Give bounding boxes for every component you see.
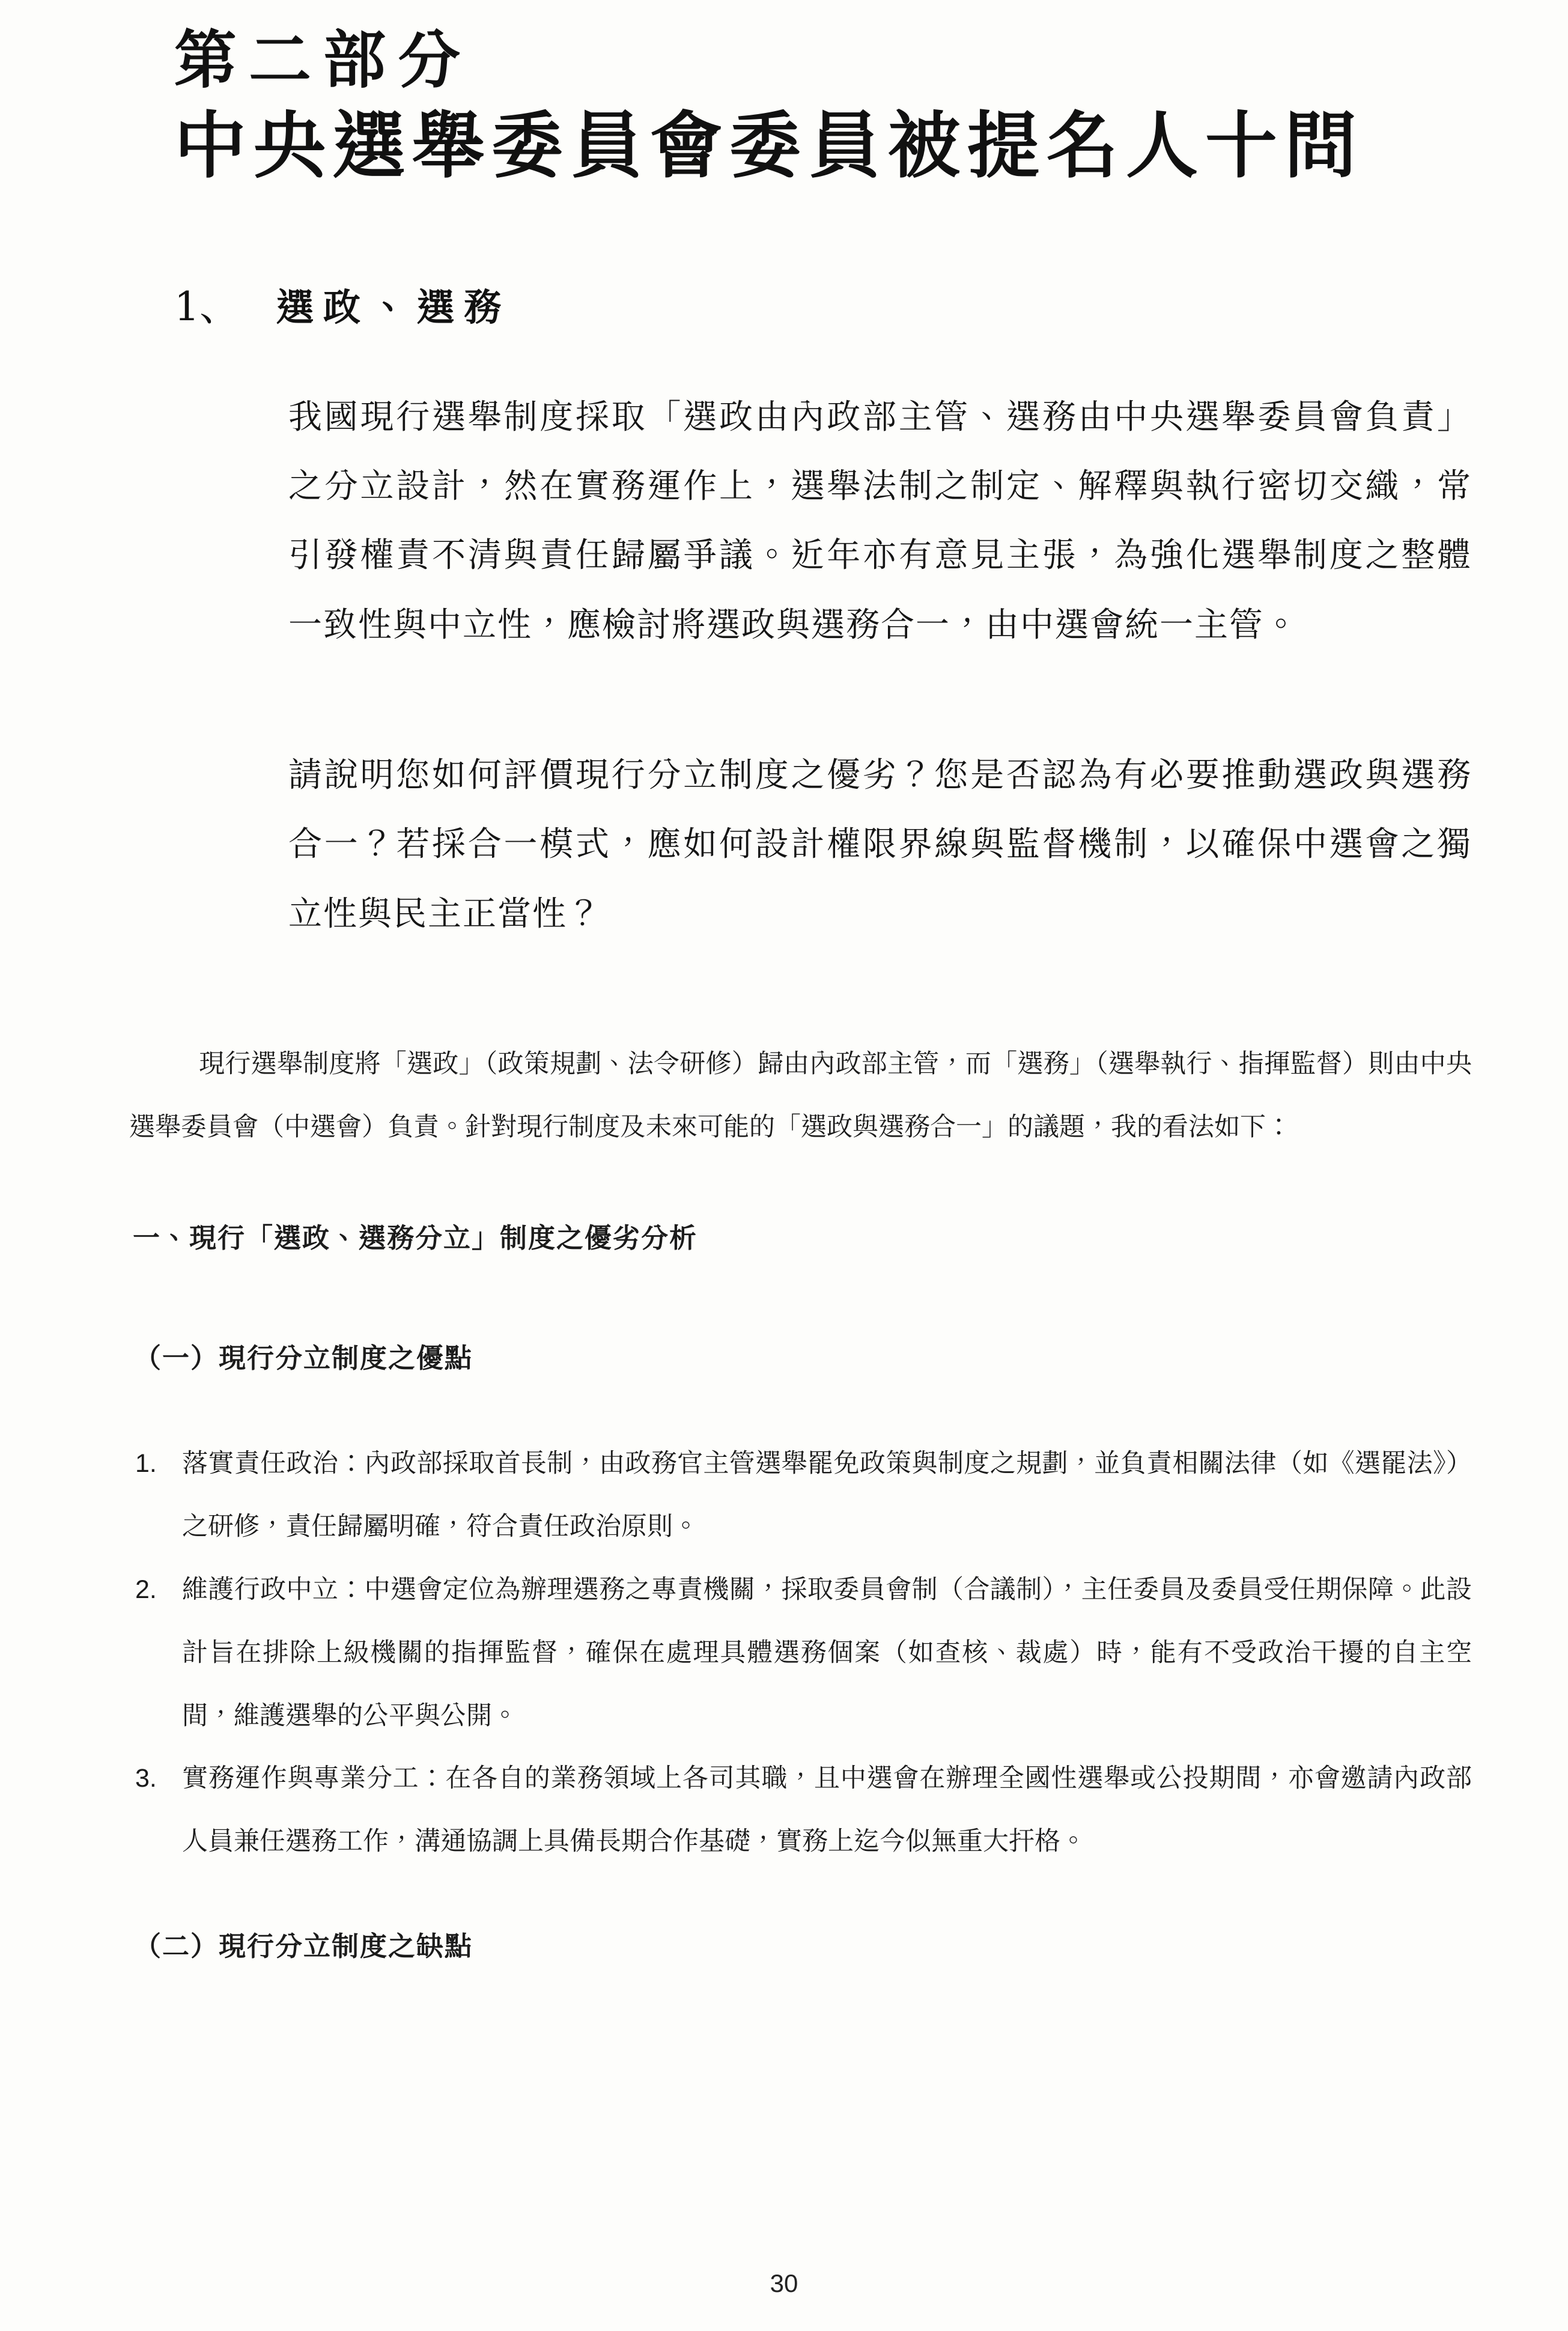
advantages-list xyxy=(129,1432,1472,1873)
disadvantages-subheading: （二）現行分立制度之缺點 xyxy=(134,1931,473,1962)
question-paragraph-1: 我國現行選舉制度採取「選政由內政部主管、選務由中央選舉委員會負責」之分立設計，然在實務運作上，選舉法制之制定、解釋與執行密切交織，常引發權責不清與責任歸屬爭議。近年亦有意見主張，為強化選舉制度之整體一致性與中立性，應檢討將選政與選務合一，由中選會統一主管。 xyxy=(288,397,1472,645)
list-item-number: 2. xyxy=(135,1575,157,1604)
advantages-subheading: （一）現行分立制度之優點 xyxy=(134,1342,473,1373)
answer-intro-paragraph: 現行選舉制度將「選政」（政策規劃、法令研修）歸由內政部主管，而「選務」（選舉執行、指揮監督）則由中央選舉委員會（中選會）負責。針對現行制度及未來可能的「選政與選務合一」的議題，我的看法如下： xyxy=(129,1050,1472,1142)
list-item-number: 3. xyxy=(135,1764,157,1793)
list-item xyxy=(129,1747,1472,1873)
list-item-text: 維護行政中立：中選會定位為辦理選務之專責機關，採取委員會制（合議制），主任委員及委員受任期保障。此設計旨在排除上級機關的指揮監督，確保在處理具體選務個案（如查核、裁處）時，能有不受政治干擾的自主空間，維護選舉的公平與公開。 xyxy=(182,1575,1472,1730)
part-title: 第二部分 xyxy=(174,23,473,97)
page-number: 30 xyxy=(770,2269,798,2297)
answer-block xyxy=(129,1033,1472,1963)
question-block xyxy=(288,383,1472,949)
analysis-section-heading: 一、現行「選政、選務分立」制度之優劣分析 xyxy=(133,1222,698,1253)
document-header xyxy=(174,24,1472,187)
section-number: 1、 xyxy=(174,283,239,330)
section-heading xyxy=(174,275,1472,332)
list-item-number: 1. xyxy=(135,1448,157,1478)
list-item xyxy=(129,1432,1472,1558)
list-item-text: 實務運作與專業分工：在各自的業務領域上各司其職，且中選會在辦理全國性選舉或公投期間，亦會邀請內政部人員兼任選務工作，溝通協調上具備長期合作基礎，實務上迄今似無重大扞格。 xyxy=(182,1764,1472,1856)
document-title: 中央選舉委員會委員被提名人十問 xyxy=(174,103,1364,188)
section-title: 選政、選務 xyxy=(276,285,511,329)
question-paragraph-2: 請說明您如何評價現行分立制度之優劣？您是否認為有必要推動選政與選務合一？若採合一模式，應如何設計權限界線與監督機制，以確保中選會之獨立性與民主正當性？ xyxy=(288,756,1472,934)
list-item-text: 落實責任政治：內政部採取首長制，由政務官主管選舉罷免政策與制度之規劃，並負責相關法律（如《選罷法》）之研修，責任歸屬明確，符合責任政治原則。 xyxy=(182,1448,1472,1541)
list-item xyxy=(129,1558,1472,1748)
